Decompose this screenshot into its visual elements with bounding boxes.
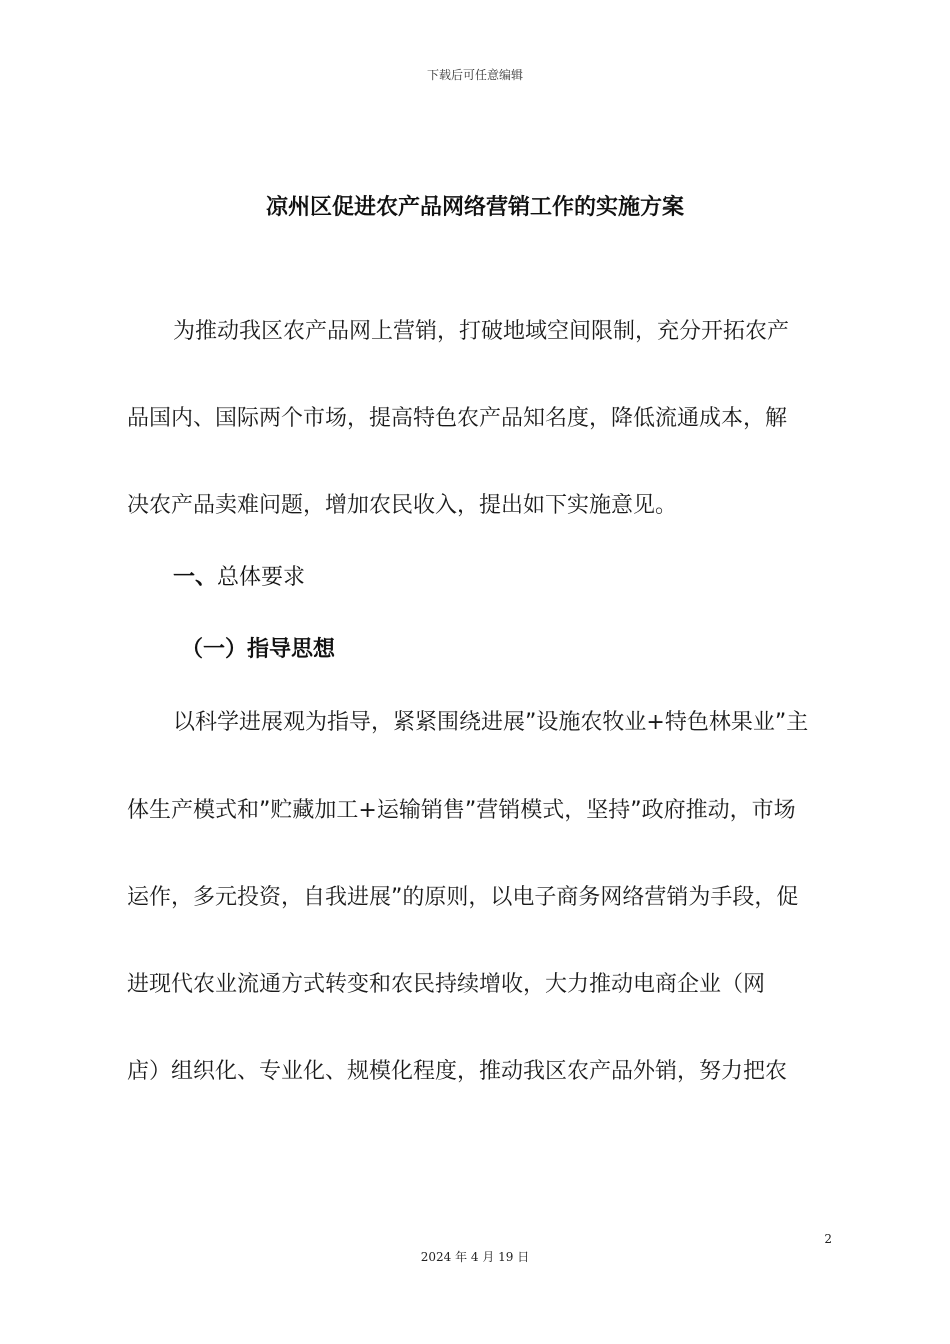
paragraph-line: 体生产模式和”贮藏加工+运输销售”营销模式，坚持”政府推动，市场 [127,798,796,823]
section-heading [173,560,305,591]
page-number: 2 [824,1232,832,1246]
footer-date: 2024 年 4 月 19 日 [420,1250,530,1264]
subsection-heading: （一）指导思想 [181,637,336,662]
paragraph-line: 品国内、国际两个市场，提高特色农产品知名度，降低流通成本，解 [127,406,788,431]
section-label: 总体要求 [217,565,306,590]
document-title: 凉州区促进农产品网络营销工作的实施方案 [265,195,684,220]
paragraph-line: 店）组织化、专业化、规模化程度，推动我区农产品外销，努力把农 [127,1059,788,1084]
paragraph-line: 为推动我区农产品网上营销，打破地域空间限制，充分开拓农产 [173,319,790,344]
paragraph-line: 进现代农业流通方式转变和农民持续增收，大力推动电商企业（网 [127,972,766,997]
paragraph-line: 以科学进展观为指导，紧紧围绕进展”设施农牧业+特色林果业”主 [173,710,809,735]
paragraph-line: 决农产品卖难问题，增加农民收入，提出如下实施意见。 [127,493,678,518]
section-number: 一、 [173,565,218,590]
paragraph-line: 运作，多元投资，自我进展”的原则，以电子商务网络营销为手段，促 [127,885,799,910]
header-note: 下载后可任意编辑 [426,68,523,82]
